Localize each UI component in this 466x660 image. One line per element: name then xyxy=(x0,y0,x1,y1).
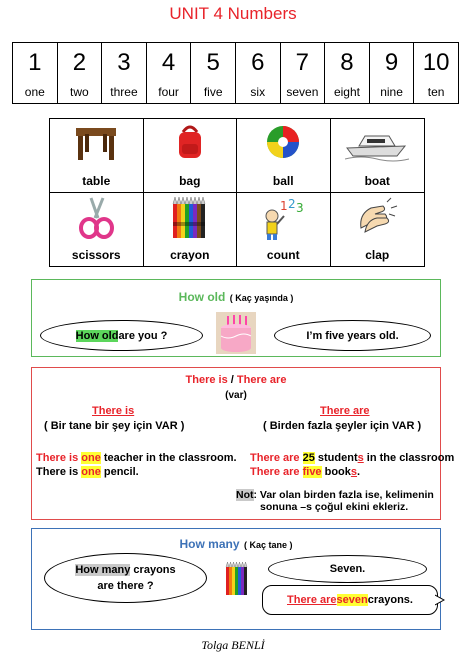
number-word: four xyxy=(158,85,179,99)
ex-text: There is xyxy=(36,452,82,464)
ball-icon xyxy=(263,122,303,162)
note-line-2: sonuna –s çoğul ekini ekleriz. xyxy=(260,501,409,513)
number-cell xyxy=(58,43,103,103)
answer-noun: crayons. xyxy=(367,594,413,606)
svg-text:3: 3 xyxy=(296,200,304,215)
there-are-example-1 xyxy=(250,452,454,464)
ex-text: There are xyxy=(250,452,303,464)
numbers-table xyxy=(12,42,459,104)
ex-text: student xyxy=(314,452,358,464)
note-label: Not xyxy=(236,489,254,501)
vocab-cell-scissors xyxy=(50,193,144,267)
number-word: seven xyxy=(286,85,319,99)
count-icon xyxy=(258,196,308,242)
answer-there-are: There are xyxy=(287,594,337,606)
number-digit: 2 xyxy=(72,49,87,76)
number-digit: 7 xyxy=(295,49,310,76)
ex-highlight: 25 xyxy=(302,452,315,464)
number-digit: 6 xyxy=(251,49,265,76)
vocab-cell-table xyxy=(50,119,144,193)
crayons-icon xyxy=(225,561,249,597)
how-many-box xyxy=(31,528,441,630)
number-word: one xyxy=(24,85,45,99)
how-old-title: How old xyxy=(178,290,226,304)
how-old-answer-text: I’m five years old. xyxy=(306,329,399,342)
ex-text: . xyxy=(357,466,361,478)
how-old-box xyxy=(31,279,441,357)
svg-text:2: 2 xyxy=(288,196,296,211)
number-cell xyxy=(13,43,58,103)
number-digit: 3 xyxy=(117,49,131,76)
number-digit: 10 xyxy=(422,49,450,76)
crayon-icon xyxy=(172,196,208,240)
ex-text: in the classroom xyxy=(363,452,455,464)
vocab-label: ball xyxy=(272,173,294,188)
heading-there-is: There is xyxy=(185,374,228,386)
how-many-question-text: crayons xyxy=(130,564,176,576)
number-word: nine xyxy=(380,85,403,99)
there-is-subtitle: There is xyxy=(92,405,135,417)
ex-text: There is xyxy=(36,466,82,478)
ex-plural-s: s xyxy=(357,452,364,464)
there-is-explanation: ( Bir tane bir şey için VAR ) xyxy=(44,420,185,432)
ex-highlight: one xyxy=(81,466,101,478)
how-old-answer-bubble xyxy=(274,320,431,351)
number-digit: 1 xyxy=(28,49,42,76)
how-many-question-line-2: are there ? xyxy=(97,580,154,592)
there-is-note: (var) xyxy=(225,390,247,401)
there-are-subtitle: There are xyxy=(320,405,370,417)
how-old-question-text: are you ? xyxy=(118,329,168,342)
how-old-question-highlight: How old xyxy=(75,329,119,342)
vocab-label: boat xyxy=(364,173,390,188)
there-is-example-1 xyxy=(36,452,237,464)
vocab-cell-crayon xyxy=(144,193,238,267)
number-cell xyxy=(281,43,326,103)
page-title: UNIT 4 Numbers xyxy=(169,4,297,23)
vocab-cell-clap xyxy=(331,193,425,267)
number-word: two xyxy=(70,85,89,99)
speech-tail-icon xyxy=(435,593,445,607)
how-many-note: ( Kaç tane ) xyxy=(243,540,293,550)
vocab-cell-ball xyxy=(237,119,331,193)
heading-there-are: There are xyxy=(236,374,287,386)
there-are-explanation: ( Birden fazla şeyler için VAR ) xyxy=(263,420,422,432)
svg-text:1: 1 xyxy=(280,198,288,213)
vocab-label: scissors xyxy=(71,248,121,262)
vocab-label: crayon xyxy=(170,248,210,262)
vocab-label: bag xyxy=(179,173,201,188)
how-many-answer-bubble xyxy=(268,555,427,583)
ex-plural-s: s xyxy=(350,466,358,478)
scissors-icon xyxy=(76,196,116,240)
how-old-heading xyxy=(32,288,440,306)
number-digit: 9 xyxy=(384,49,399,76)
bag-icon xyxy=(170,122,210,162)
there-is-heading xyxy=(32,374,440,386)
answer-number: seven xyxy=(336,594,368,606)
number-cell xyxy=(236,43,281,103)
ex-text: pencil. xyxy=(100,466,139,478)
heading-separator: / xyxy=(227,374,237,386)
number-word: six xyxy=(250,85,266,99)
ex-text: book xyxy=(321,466,351,478)
how-many-heading xyxy=(32,535,440,553)
vocab-label: count xyxy=(266,248,300,262)
ex-highlight: five xyxy=(302,466,322,478)
ex-text: There are xyxy=(250,466,303,478)
vocabulary-grid xyxy=(49,118,425,267)
there-is-example-2 xyxy=(36,466,139,478)
note-line-1: : Var olan birden fazla ise, kelimenin xyxy=(253,489,434,501)
how-old-question-bubble xyxy=(40,320,203,351)
ex-text: teacher in the classroom. xyxy=(100,452,237,464)
clap-icon xyxy=(353,196,401,238)
vocab-label: clap xyxy=(365,248,390,262)
author-signature: Tolga BENLİ xyxy=(201,638,265,652)
how-many-title: How many xyxy=(179,537,240,551)
number-word: three xyxy=(110,85,138,99)
number-word: eight xyxy=(333,85,360,99)
vocab-cell-bag xyxy=(144,119,238,193)
there-are-example-2 xyxy=(250,466,360,478)
number-cell xyxy=(370,43,415,103)
number-word: ten xyxy=(427,85,445,99)
ex-highlight: one xyxy=(81,452,101,464)
number-word: five xyxy=(203,85,223,99)
how-many-question-highlight: How many xyxy=(75,564,131,576)
vocab-cell-count xyxy=(237,193,331,267)
number-cell xyxy=(191,43,236,103)
birthday-cake-icon xyxy=(216,312,256,354)
number-cell xyxy=(147,43,192,103)
number-digit: 5 xyxy=(206,49,220,76)
how-old-note: ( Kaç yaşında ) xyxy=(229,293,294,303)
number-cell xyxy=(325,43,370,103)
number-digit: 8 xyxy=(340,49,354,76)
plural-note xyxy=(236,489,434,513)
how-many-answer-full-bubble xyxy=(262,585,438,615)
boat-icon xyxy=(345,122,409,162)
number-cell xyxy=(414,43,458,103)
how-many-question-bubble xyxy=(44,553,207,603)
how-many-answer-short: Seven. xyxy=(329,563,366,575)
vocab-label: table xyxy=(82,173,111,188)
vocab-cell-boat xyxy=(331,119,425,193)
table-icon xyxy=(73,122,119,162)
number-cell xyxy=(102,43,147,103)
there-is-there-are-box xyxy=(31,367,455,520)
number-digit: 4 xyxy=(161,49,176,76)
